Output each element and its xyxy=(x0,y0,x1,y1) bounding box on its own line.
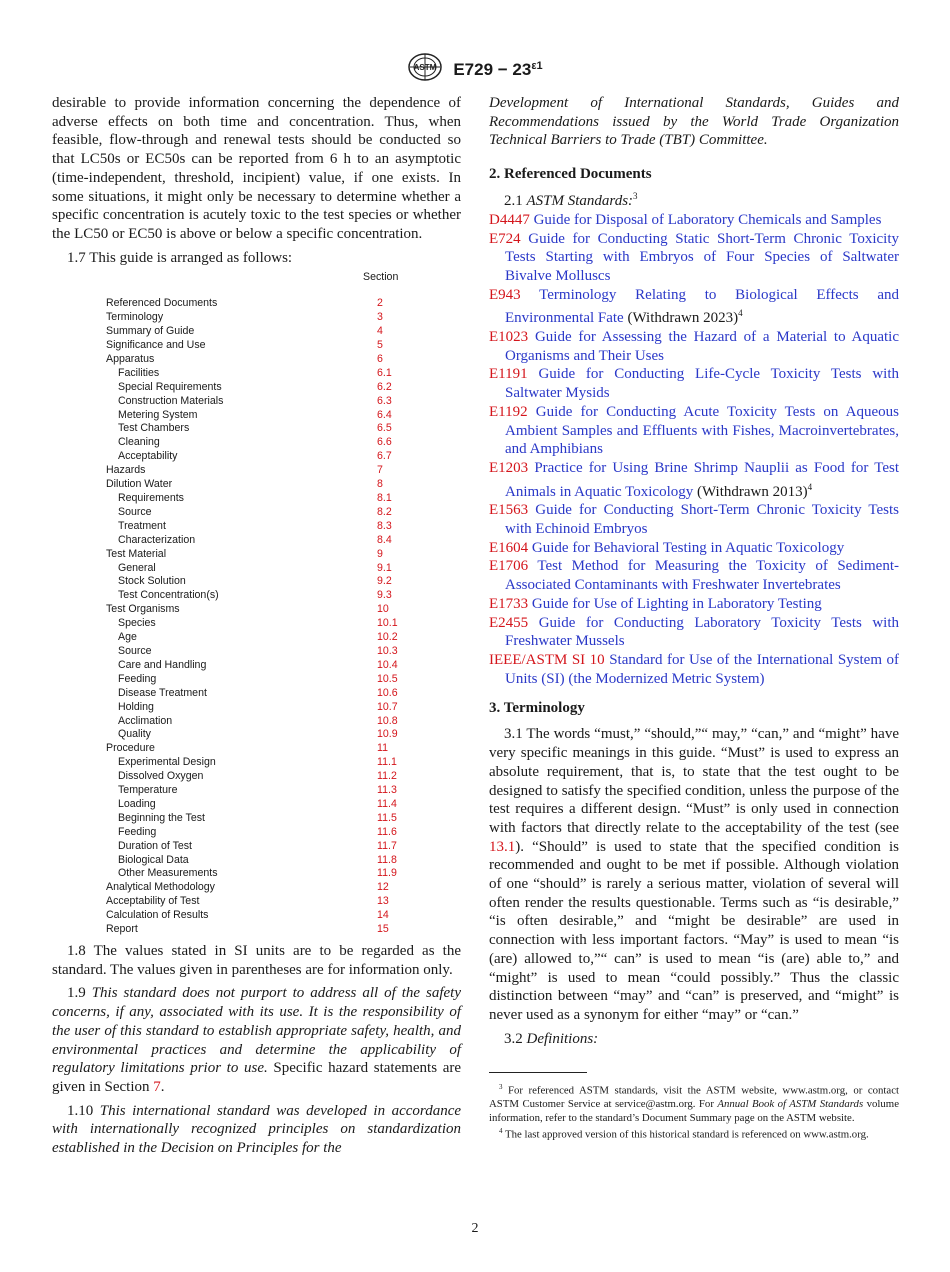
reference-entry xyxy=(489,459,899,501)
toc-row xyxy=(106,395,461,409)
toc-section-link[interactable]: 10.9 xyxy=(377,728,398,741)
reference-title-link[interactable]: Guide for Conducting Laboratory Toxicity Tests with Freshwater Mussels xyxy=(505,614,899,650)
toc-label: Construction Materials xyxy=(118,394,224,407)
toc-label: Feeding xyxy=(118,672,157,685)
toc-section-link[interactable]: 10.3 xyxy=(377,644,398,657)
page-header xyxy=(0,52,950,87)
toc-section-link[interactable]: 9.3 xyxy=(377,589,392,602)
reference-code-link[interactable]: E1023 xyxy=(489,329,529,346)
toc-section-link[interactable]: 9.1 xyxy=(377,561,392,574)
toc-row xyxy=(106,867,461,881)
toc-section-link[interactable]: 11.6 xyxy=(377,825,397,838)
toc-row xyxy=(106,562,461,576)
reference-code-link[interactable]: IEEE/ASTM SI 10 xyxy=(489,651,605,668)
toc-section-link[interactable]: 15 xyxy=(377,923,389,936)
footnote-marker: 4 xyxy=(738,308,743,319)
toc-row xyxy=(106,339,461,353)
toc-row xyxy=(106,325,461,339)
toc-label: Stock Solution xyxy=(118,575,186,588)
toc-section-link[interactable]: 13 xyxy=(377,895,389,908)
toc-section-link[interactable]: 8.2 xyxy=(377,505,392,518)
toc-section-link[interactable]: 11.9 xyxy=(377,867,397,880)
toc-row xyxy=(106,436,461,450)
toc-label: Duration of Test xyxy=(118,839,193,852)
reference-title-link[interactable]: Practice for Using Brine Shrimp Nauplii as Food for Test Animals in Aquatic Toxicology xyxy=(505,459,899,500)
referenced-standards-list xyxy=(489,211,899,689)
toc-row xyxy=(106,548,461,562)
toc-label: Test Concentration(s) xyxy=(118,589,219,602)
reference-code-link[interactable]: E1203 xyxy=(489,459,529,476)
toc-label: Biological Data xyxy=(118,853,189,866)
section-13-1-link[interactable]: 13.1 xyxy=(489,838,516,855)
paragraph-intro: desirable to provide information concerning the dependence of adverse effects on both time and concentration. Thus, when feasible, flow-through and renewal tests should be conducted so that LC50s or EC50s can be reported from 6 h to an asymptotic (time-independent, threshold, incipient) value, if one exists. In some situations, it might only be necessary to determine whether a specific concentration is acutely toxic to the test species or whether the LC50 or EC50 is above or below a specific concentration. xyxy=(52,95,461,242)
toc-label: Acceptability of Test xyxy=(106,895,200,908)
section-3-heading: 3. Terminology xyxy=(489,700,585,717)
toc-label: Species xyxy=(118,617,156,630)
toc-row xyxy=(106,297,461,311)
toc-label: Analytical Methodology xyxy=(106,881,215,894)
toc-row xyxy=(106,673,461,687)
toc-row xyxy=(106,840,461,854)
toc-row xyxy=(106,575,461,589)
toc-label: Acceptability xyxy=(118,450,178,463)
toc-label: Temperature xyxy=(118,784,178,797)
paragraph-1-10-continued: Development of International Standards, Guides and Recommendations issued by the World Trade Organization Technical Barriers to Trade (TBT) Committee. xyxy=(489,95,899,149)
toc-row xyxy=(106,617,461,631)
toc-section-link[interactable]: 3 xyxy=(377,311,383,324)
withdrawn-note: (Withdrawn 2013) xyxy=(693,483,808,500)
toc-label: Cleaning xyxy=(118,436,160,449)
toc-row xyxy=(106,687,461,701)
reference-entry xyxy=(489,557,899,594)
reference-entry xyxy=(489,328,899,365)
toc-section-link[interactable]: 6.4 xyxy=(377,408,392,421)
reference-entry xyxy=(489,365,899,402)
toc-section-header: Section xyxy=(363,271,399,284)
toc-label: Calculation of Results xyxy=(106,909,209,922)
reference-code-link[interactable]: D4447 xyxy=(489,211,530,228)
toc-section-link[interactable]: 7 xyxy=(377,464,383,477)
toc-row xyxy=(106,728,461,742)
toc-section-link[interactable]: 10.1 xyxy=(377,617,398,630)
paragraph-1-7: 1.7 This guide is arranged as follows: xyxy=(67,249,293,266)
page-number: 2 xyxy=(471,1221,479,1236)
toc-label: Metering System xyxy=(118,408,198,421)
toc-section-link[interactable]: 2 xyxy=(377,297,383,310)
toc-row xyxy=(106,506,461,520)
toc-row xyxy=(106,812,461,826)
toc-section-link[interactable]: 11.7 xyxy=(377,839,397,852)
toc-section-link[interactable]: 8.1 xyxy=(377,492,392,505)
section-7-link[interactable]: 7 xyxy=(153,1078,161,1095)
toc-label: Holding xyxy=(118,700,154,713)
toc-label: Procedure xyxy=(106,742,155,755)
reference-code-link[interactable]: E1706 xyxy=(489,558,529,575)
left-column xyxy=(52,94,461,1158)
toc-label: Test Material xyxy=(106,547,167,560)
toc-row xyxy=(106,923,461,937)
paragraph-1-8: 1.8 The values stated in SI units are to be regarded as the standard. The values given in parentheses are for information only. xyxy=(52,943,461,978)
toc-section-link[interactable]: 6 xyxy=(377,352,383,365)
toc-label: Characterization xyxy=(118,533,196,546)
toc-label: Other Measurements xyxy=(118,867,218,880)
toc-row xyxy=(106,631,461,645)
toc-label: Source xyxy=(118,505,152,518)
toc-row xyxy=(106,464,461,478)
toc-row xyxy=(106,645,461,659)
toc-row xyxy=(106,311,461,325)
footnote-marker: 4 xyxy=(807,481,813,492)
toc-section-link[interactable]: 8.3 xyxy=(377,519,392,532)
toc-section-link[interactable]: 10.2 xyxy=(377,631,398,644)
toc-label: Facilities xyxy=(118,366,160,379)
toc-section-link[interactable]: 12 xyxy=(377,881,389,894)
reference-title-link[interactable]: Guide for Conducting Life-Cycle Toxicity Tests with Saltwater Mysids xyxy=(505,366,899,402)
toc-label: Acclimation xyxy=(118,714,173,727)
toc-label: Loading xyxy=(118,797,156,810)
toc-section-link[interactable]: 10.4 xyxy=(377,658,398,671)
astm-logo-icon xyxy=(407,52,443,87)
toc-label: Dilution Water xyxy=(106,478,173,491)
toc-row xyxy=(106,895,461,909)
toc-row xyxy=(106,478,461,492)
toc-label: Referenced Documents xyxy=(106,297,218,310)
toc-label: Terminology xyxy=(106,311,164,324)
reference-title-link[interactable]: Standard for Use of the International System of Units (SI) (the Modernized Metric System) xyxy=(505,651,900,687)
reference-entry xyxy=(489,501,899,538)
toc-label: Quality xyxy=(118,728,151,741)
reference-entry xyxy=(489,403,899,459)
toc-row xyxy=(106,742,461,756)
right-column xyxy=(489,94,899,1142)
toc-label: Feeding xyxy=(118,825,157,838)
toc-section-link[interactable]: 11.2 xyxy=(377,770,397,783)
toc-row xyxy=(106,881,461,895)
toc-row xyxy=(106,409,461,423)
toc-label: Experimental Design xyxy=(118,756,216,769)
section-2-heading: 2. Referenced Documents xyxy=(489,166,652,183)
reference-title-link[interactable]: Guide for Conducting Static Short-Term Chronic Toxicity Tests Starting with Embryos of Four Species of Saltwater Bivalve Molluscs xyxy=(505,230,899,284)
withdrawn-note: (Withdrawn 2023) xyxy=(623,310,739,327)
toc-label: Requirements xyxy=(118,492,184,505)
toc-label: Report xyxy=(106,923,138,936)
toc-row xyxy=(106,381,461,395)
toc-row xyxy=(106,770,461,784)
standard-designation: $E729 - 23^{\varepsilon 1}$ xyxy=(453,59,543,79)
toc-label: Apparatus xyxy=(106,352,155,365)
toc-label: Source xyxy=(118,644,152,657)
toc-section-link[interactable]: 11.3 xyxy=(377,784,397,797)
reference-code-link[interactable]: E2455 xyxy=(489,614,529,631)
footnote-3: $^3$ For referenced ASTM standards, visit the ASTM website, www.astm.org, or contact ASTM Customer Service at service@astm.org. For Annual Book of ASTM Standards volume information, refer to the standard’s Document Summary page on the ASTM website. xyxy=(489,1083,899,1124)
toc-row xyxy=(106,784,461,798)
reference-code-link[interactable]: E943 xyxy=(489,286,521,303)
toc-row xyxy=(106,353,461,367)
toc-section-link[interactable]: 9 xyxy=(377,547,383,560)
reference-entry xyxy=(489,230,899,286)
paragraph-1-9: 1.9 This standard does not purport to address all of the safety concerns, if any, associated with its use. It is the responsibility of the user of this standard to establish appropriate safety, health, and environmental practices and determine the applicability of regulatory limitations prior to use. Specific hazard statements are given in Section 7. xyxy=(52,985,462,1095)
reference-code-link[interactable]: E1604 xyxy=(489,539,529,556)
toc-row xyxy=(106,589,461,603)
toc-row xyxy=(106,798,461,812)
toc-label: Hazards xyxy=(106,464,146,477)
toc-section-link[interactable]: 11.1 xyxy=(377,756,397,769)
reference-code-link[interactable]: E724 xyxy=(489,230,521,247)
toc-section-link[interactable]: 14 xyxy=(377,909,389,922)
reference-code-link[interactable]: E1733 xyxy=(489,595,529,612)
reference-title-link[interactable]: Guide for Assessing the Hazard of a Material to Aquatic Organisms and Their Uses xyxy=(505,329,899,364)
footnote-4: $^4$ The last approved version of this historical standard is referenced on www.astm.org. xyxy=(499,1126,869,1141)
reference-title-link[interactable]: Guide for Conducting Acute Toxicity Tests on Aqueous Ambient Samples and Effluents with Fishes, Macroinvertebrates, and Amphibians xyxy=(505,403,900,458)
toc-label: Care and Handling xyxy=(118,658,207,671)
toc-section-link[interactable]: 11.8 xyxy=(377,853,397,866)
svg-text:ASTM: ASTM xyxy=(413,63,437,72)
toc-label: Age xyxy=(118,631,137,644)
toc-section-link[interactable]: 4 xyxy=(377,325,383,338)
toc-row xyxy=(106,854,461,868)
paragraph-3-1: 3.1 The words “must,” “should,”“ may,” “can,” and “might” have very specific meanings in this guide. “Must” is used to express an absolute requirement, that is, to state that the test ought to be designed to satisfy the specified condition, unless the purpose of the test requires a different design. “Must” is only used in connection with factors that directly relate to the acceptability of the test (see 13.1). “Should” is used to state that the specified condition is recommended and ought to be met if possible. Although violation of one “should” is rarely a serious matter, violation of several will often render the results questionable. Terms such as “is desirable,” “is often desirable,” and “might be desirable” are used in connection with less important factors. “May” is used to mean “is (are) allowed to,”“ can” is used to mean “is (are) able to,” and “might” is used to mean “could possibly.” Thus the classic distinction between “may” and “can” is preserved, and “might” is never used as a synonym for either “may” or “can.” xyxy=(489,726,899,1023)
toc-section-link[interactable]: 5 xyxy=(377,339,383,352)
footnote-rule xyxy=(489,1072,587,1073)
toc-label: General xyxy=(118,561,156,574)
toc-section-link[interactable]: 6.3 xyxy=(377,394,392,407)
toc-section-link[interactable]: 6.1 xyxy=(377,366,392,379)
toc-row xyxy=(106,756,461,770)
reference-title-link[interactable]: Guide for Use of Lighting in Laboratory Testing xyxy=(531,595,822,612)
toc-row xyxy=(106,826,461,840)
reference-title-link[interactable]: Terminology Relating to Biological Effects and Environmental Fate xyxy=(505,286,899,327)
contents-table xyxy=(106,271,461,937)
toc-section-link[interactable]: 6.2 xyxy=(377,380,392,393)
paragraph-3-2: 3.2 Definitions: xyxy=(504,1030,599,1047)
paragraph-2-1: 2.1 ASTM Standards:$^3$ xyxy=(504,191,638,210)
reference-code-link[interactable]: E1563 xyxy=(489,502,529,519)
reference-code-link[interactable]: E1191 xyxy=(489,366,528,383)
toc-label: Test Organisms xyxy=(106,603,180,616)
toc-section-link[interactable]: 8 xyxy=(377,478,383,491)
toc-section-link[interactable]: 10.5 xyxy=(377,672,398,685)
toc-row xyxy=(106,520,461,534)
reference-entry xyxy=(489,286,899,328)
toc-label: Treatment xyxy=(118,519,166,532)
reference-entry xyxy=(489,614,899,651)
reference-code-link[interactable]: E1192 xyxy=(489,403,528,420)
toc-section-link[interactable]: 8.4 xyxy=(377,533,392,546)
toc-section-link[interactable]: 6.5 xyxy=(377,422,392,435)
toc-label: Disease Treatment xyxy=(118,686,207,699)
toc-section-link[interactable]: 10 xyxy=(377,603,389,616)
toc-row xyxy=(106,909,461,923)
toc-row xyxy=(106,492,461,506)
toc-row xyxy=(106,367,461,381)
toc-section-link[interactable]: 10.6 xyxy=(377,686,398,699)
toc-row xyxy=(106,659,461,673)
toc-row xyxy=(106,715,461,729)
toc-label: Significance and Use xyxy=(106,339,206,352)
toc-section-link[interactable]: 9.2 xyxy=(377,575,392,588)
toc-label: Beginning the Test xyxy=(118,811,205,824)
reference-entry xyxy=(489,539,899,558)
toc-row xyxy=(106,422,461,436)
toc-row xyxy=(106,534,461,548)
reference-title-link[interactable]: Test Method for Measuring the Toxicity of Sediment-Associated Contaminants with Freshwater Invertebrates xyxy=(505,558,899,594)
toc-section-link[interactable]: 11.4 xyxy=(377,797,397,810)
toc-section-link[interactable]: 10.8 xyxy=(377,714,398,727)
toc-label: Test Chambers xyxy=(118,422,190,435)
toc-section-link[interactable]: 11.5 xyxy=(377,811,397,824)
reference-title-link[interactable]: Guide for Disposal of Laboratory Chemicals and Samples xyxy=(533,211,882,228)
reference-entry xyxy=(489,651,899,688)
paragraph-1-10: 1.10 This international standard was developed in accordance with internationally recognized principles on standardization established in the Decision on Principles for the xyxy=(52,1102,462,1157)
toc-section-link[interactable]: 6.7 xyxy=(377,450,392,463)
reference-title-link[interactable]: Guide for Conducting Short-Term Chronic Toxicity Tests with Echinoid Embryos xyxy=(505,502,900,538)
reference-entry xyxy=(489,595,899,614)
toc-section-link[interactable]: 6.6 xyxy=(377,436,392,449)
toc-row xyxy=(106,603,461,617)
reference-title-link[interactable]: Guide for Behavioral Testing in Aquatic Toxicology xyxy=(531,539,845,556)
toc-section-link[interactable]: 10.7 xyxy=(377,700,398,713)
toc-label: Summary of Guide xyxy=(106,325,195,338)
toc-label: Special Requirements xyxy=(118,380,222,393)
toc-section-link[interactable]: 11 xyxy=(377,742,388,755)
toc-row xyxy=(106,701,461,715)
toc-row xyxy=(106,450,461,464)
toc-label: Dissolved Oxygen xyxy=(118,770,204,783)
reference-entry xyxy=(489,211,899,230)
